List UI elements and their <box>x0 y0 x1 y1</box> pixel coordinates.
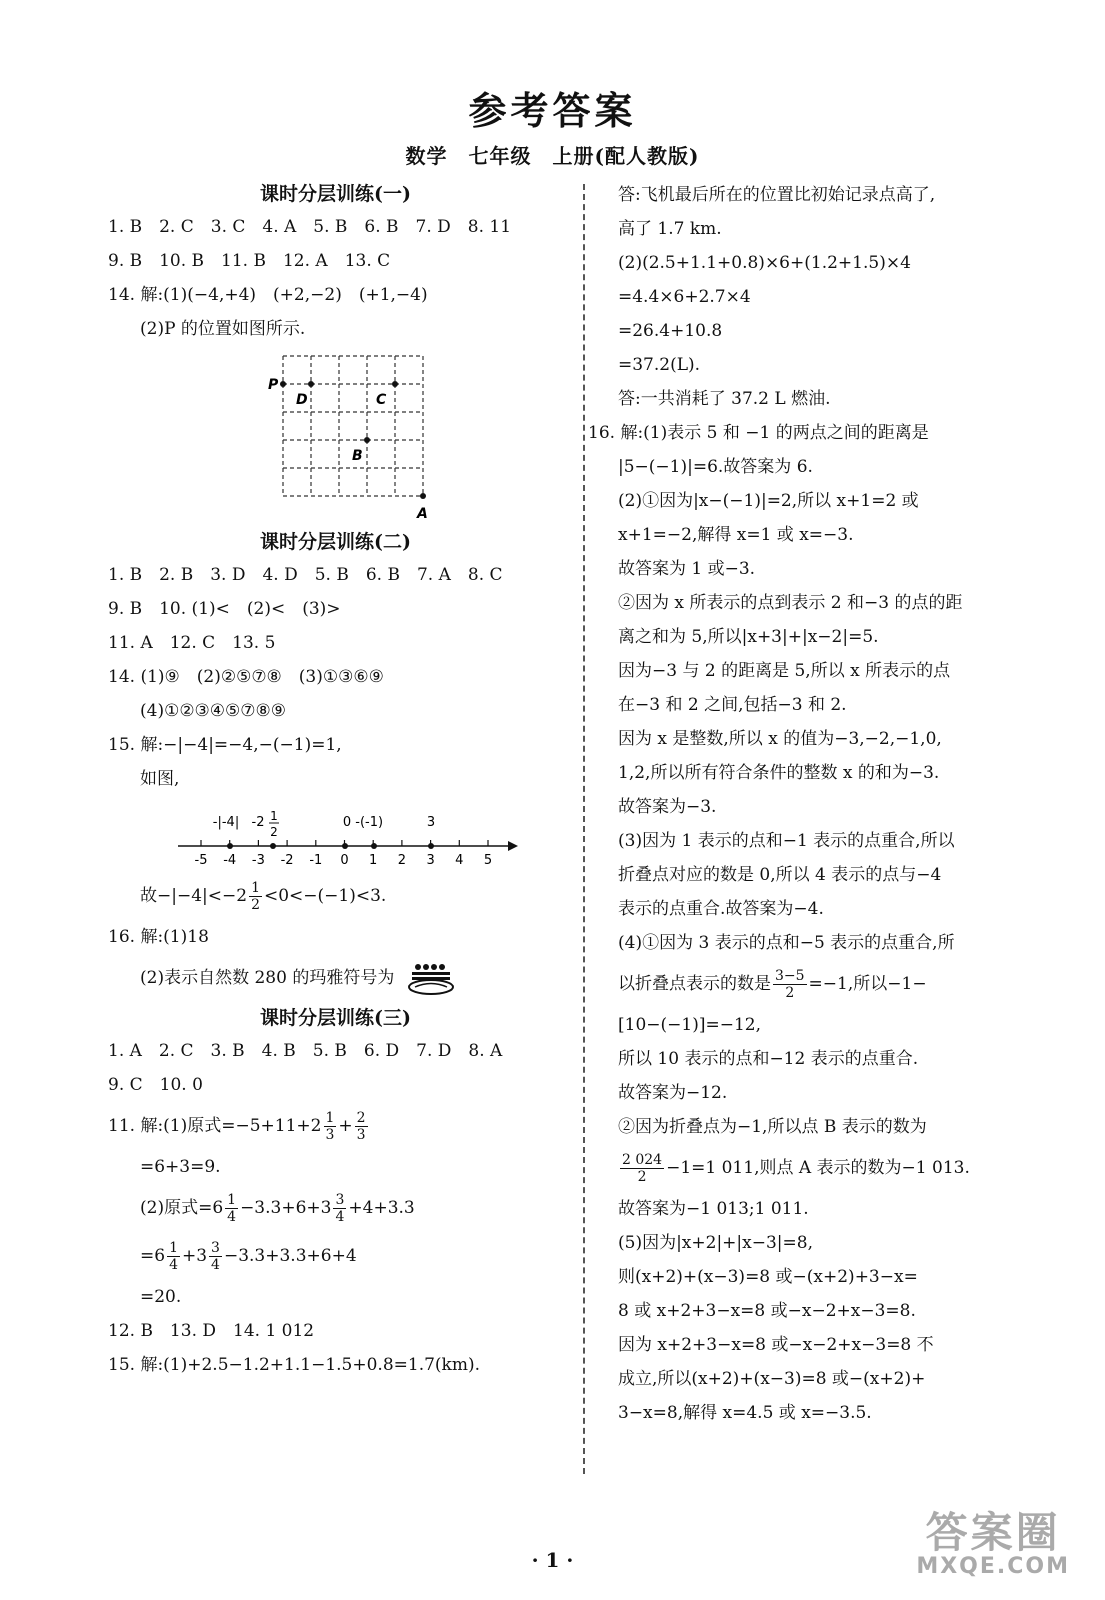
label-p: P <box>268 377 279 393</box>
nl-tick-label: 0 <box>340 853 349 868</box>
answer-line: 9. C 10. 0 <box>108 1075 203 1095</box>
coordinate-grid <box>108 346 563 526</box>
answer-line: 因为 x+2+3−x=8 或−x−2+x−3=8 不 <box>618 1335 934 1355</box>
point-c <box>392 381 398 387</box>
label-b: B <box>352 448 363 464</box>
answer-line: 故答案为 1 或−3. <box>618 559 756 579</box>
answer-line: 11. 解:(1)原式=−5+11+2 $\frac{1}{3}$ + $\frac{2}{3}$ <box>108 1110 366 1143</box>
number-line <box>108 796 563 872</box>
answer-line: (2)原式=6 $\frac{1}{4}$ −3.3+6+3 $\frac{3}{4}$ +4+3.3 <box>140 1192 415 1225</box>
answer-line: =6 $\frac{1}{4}$ +3 $\frac{3}{4}$ −3.3+3.3+6+4 <box>140 1240 357 1273</box>
fraction: $\frac{1}{2}$ <box>251 880 260 913</box>
answer-line: 1. B 2. C 3. C 4. A 5. B 6. B 7. D 8. 11 <box>108 217 512 237</box>
answer-line: 答:飞机最后所在的位置比初始记录点高了, <box>618 185 936 205</box>
page-number: · 1 · <box>531 1548 574 1572</box>
fraction: $\frac{3}{4}$ <box>211 1240 220 1273</box>
answer-line: ②因为折叠点为−1,所以点 B 表示的数为 <box>618 1117 927 1137</box>
page-subtitle: 数学 七年级 上册(配人教版) <box>405 144 700 168</box>
answer-line: 在−3 和 2 之间,包括−3 和 2. <box>618 695 847 715</box>
fraction: $\frac{1}{4}$ <box>169 1240 178 1273</box>
answer-line: 所以 10 表示的点和−12 表示的点重合. <box>618 1049 919 1069</box>
answer-line: x+1=−2,解得 x=1 或 x=−3. <box>618 525 854 545</box>
nl-label-zero-neg: 0 -(-1) <box>342 815 384 830</box>
answer-line: 9. B 10. B 11. B 12. A 13. C <box>108 251 391 271</box>
answer-line: 表示的点重合.故答案为−4. <box>618 899 824 919</box>
answer-line: |5−(−1)|=6.故答案为 6. <box>618 457 813 477</box>
answer-line: =26.4+10.8 <box>618 321 723 341</box>
answer-line: 3−x=8,解得 x=4.5 或 x=−3.5. <box>618 1403 872 1423</box>
nl-tick-label: 3 <box>426 853 435 868</box>
fraction: $\frac{3-5}{2}$ <box>775 968 805 1001</box>
fraction: $\frac{1}{3}$ <box>325 1110 335 1143</box>
watermark-logo: 答案圈 MXQE.COM <box>916 1508 1070 1579</box>
nl-tick-label: -1 <box>309 853 323 868</box>
nl-tick-label: -5 <box>194 853 208 868</box>
answer-line: 则(x+2)+(x−3)=8 或−(x+2)+3−x= <box>618 1267 918 1287</box>
answer-line: 折叠点对应的数是 0,所以 4 表示的点与−4 <box>618 865 942 885</box>
maya-symbol-icon <box>400 962 470 996</box>
page-title: 参考答案 <box>468 88 637 133</box>
answer-line: 12. B 13. D 14. 1 012 <box>108 1321 315 1341</box>
nl-tick-label: -4 <box>223 853 237 868</box>
answer-line: (2)①因为|x−(−1)|=2,所以 x+1=2 或 <box>618 491 919 511</box>
answer-line: (3)因为 1 表示的点和−1 表示的点重合,所以 <box>618 831 955 851</box>
answer-line: 9. B 10. (1)< (2)< (3)> <box>108 599 341 619</box>
nl-label-mixed-den: 2 <box>270 825 278 839</box>
answer-line: 成立,所以(x+2)+(x−3)=8 或−(x+2)+ <box>618 1369 926 1389</box>
section-heading: 课时分层训练(二) <box>260 531 411 553</box>
answer-line: =20. <box>140 1287 182 1307</box>
nl-tick-label: 1 <box>369 853 378 868</box>
fraction: $\frac{1}{4}$ <box>227 1192 237 1225</box>
label-a: A <box>417 506 428 522</box>
answer-line: 故答案为−12. <box>618 1083 728 1103</box>
column-divider <box>583 184 585 1474</box>
answer-line: (2)P 的位置如图所示. <box>140 319 306 339</box>
answer-line: 1. B 2. B 3. D 4. D 5. B 6. B 7. A 8. C <box>108 565 503 585</box>
fraction: $\frac{3}{4}$ <box>335 1192 345 1225</box>
answer-line: 14. 解:(1)(−4,+4) (+2,−2) (+1,−4) <box>108 285 428 305</box>
answer-line: (2)表示自然数 280 的玛雅符号为 <box>108 954 563 1002</box>
fraction: $\frac{2 024}{2}$ <box>622 1152 663 1185</box>
nl-label-mixed-num: 1 <box>270 809 278 823</box>
nl-tick-label: 2 <box>397 853 407 868</box>
answer-line: ②因为 x 所表示的点到表示 2 和−3 的点的距 <box>618 593 963 613</box>
nl-tick-label: -2 <box>280 853 294 868</box>
answer-line: (4)①因为 3 表示的点和−5 表示的点重合,所 <box>618 933 955 953</box>
answer-line: 15. 解:−|−4|=−4,−(−1)=1, <box>108 735 342 755</box>
answer-line: 离之和为 5,所以|x+3|+|x−2|=5. <box>618 627 879 647</box>
answer-line: =37.2(L). <box>618 355 701 375</box>
answer-line: =4.4×6+2.7×4 <box>618 287 751 307</box>
answer-line: 因为 x 是整数,所以 x 的值为−3,−2,−1,0, <box>618 729 942 749</box>
answer-line: 高了 1.7 km. <box>618 219 722 239</box>
left-column <box>108 178 563 1382</box>
point-d <box>308 381 314 387</box>
point-a <box>420 493 426 499</box>
answer-line: 故答案为−3. <box>618 797 717 817</box>
nl-label-abs: -|-4| <box>212 815 240 830</box>
label-c: C <box>376 392 387 408</box>
answer-line: 14. (1)⑨ (2)②⑤⑦⑧ (3)①③⑥⑨ <box>108 667 384 687</box>
section-heading: 课时分层训练(三) <box>260 1007 411 1029</box>
section-heading: 课时分层训练(一) <box>260 183 411 205</box>
nl-tick-label: -3 <box>251 853 265 868</box>
nl-label-mixed-whole: -2 <box>251 815 265 830</box>
number-line-figure <box>108 796 563 872</box>
answer-line: 答:一共消耗了 37.2 L 燃油. <box>618 389 831 409</box>
answer-line: 以折叠点表示的数是 $\frac{3-5}{2}$ =−1,所以−1− <box>618 968 927 1001</box>
label-d: D <box>296 392 308 408</box>
answer-line: $\frac{2 024}{2}$ −1=1 011,则点 A 表示的数为−1 013. <box>622 1152 970 1185</box>
answer-line: (2)(2.5+1.1+0.8)×6+(1.2+1.5)×4 <box>618 253 911 273</box>
coordinate-grid-figure <box>108 346 563 526</box>
nl-tick-label: 5 <box>483 853 493 868</box>
right-column <box>588 178 1058 1430</box>
point-p <box>280 381 286 387</box>
answer-line: 故−|−4|<−2 $\frac{1}{2}$ <0<−(−1)<3. <box>140 880 387 913</box>
answer-line: 8 或 x+2+3−x=8 或−x−2+x−3=8. <box>618 1301 916 1321</box>
answer-line: 16. 解:(1)表示 5 和 −1 的两点之间的距离是 <box>588 423 929 443</box>
answer-line: (4)①②③④⑤⑦⑧⑨ <box>140 701 287 721</box>
fraction: $\frac{2}{3}$ <box>356 1110 366 1143</box>
answer-line: 故答案为−1 013;1 011. <box>618 1199 809 1219</box>
point-b <box>364 437 370 443</box>
answer-line: 1,2,所以所有符合条件的整数 x 的和为−3. <box>618 763 940 783</box>
nl-tick-label: 4 <box>455 853 464 868</box>
answer-line: 11. A 12. C 13. 5 <box>108 633 276 653</box>
answer-line: [10−(−1)]=−12, <box>618 1015 761 1035</box>
answer-line: 16. 解:(1)18 <box>108 927 209 947</box>
answer-line: 1. A 2. C 3. B 4. B 5. B 6. D 7. D 8. A <box>108 1041 503 1061</box>
answer-line: 因为−3 与 2 的距离是 5,所以 x 所表示的点 <box>618 661 951 681</box>
answer-line: (5)因为|x+2|+|x−3|=8, <box>618 1233 813 1253</box>
answer-line: =6+3=9. <box>140 1157 221 1177</box>
answer-line: 15. 解:(1)+2.5−1.2+1.1−1.5+0.8=1.7(km). <box>108 1355 481 1375</box>
nl-label-three: 3 <box>426 815 436 830</box>
answer-line: 如图, <box>140 769 180 789</box>
